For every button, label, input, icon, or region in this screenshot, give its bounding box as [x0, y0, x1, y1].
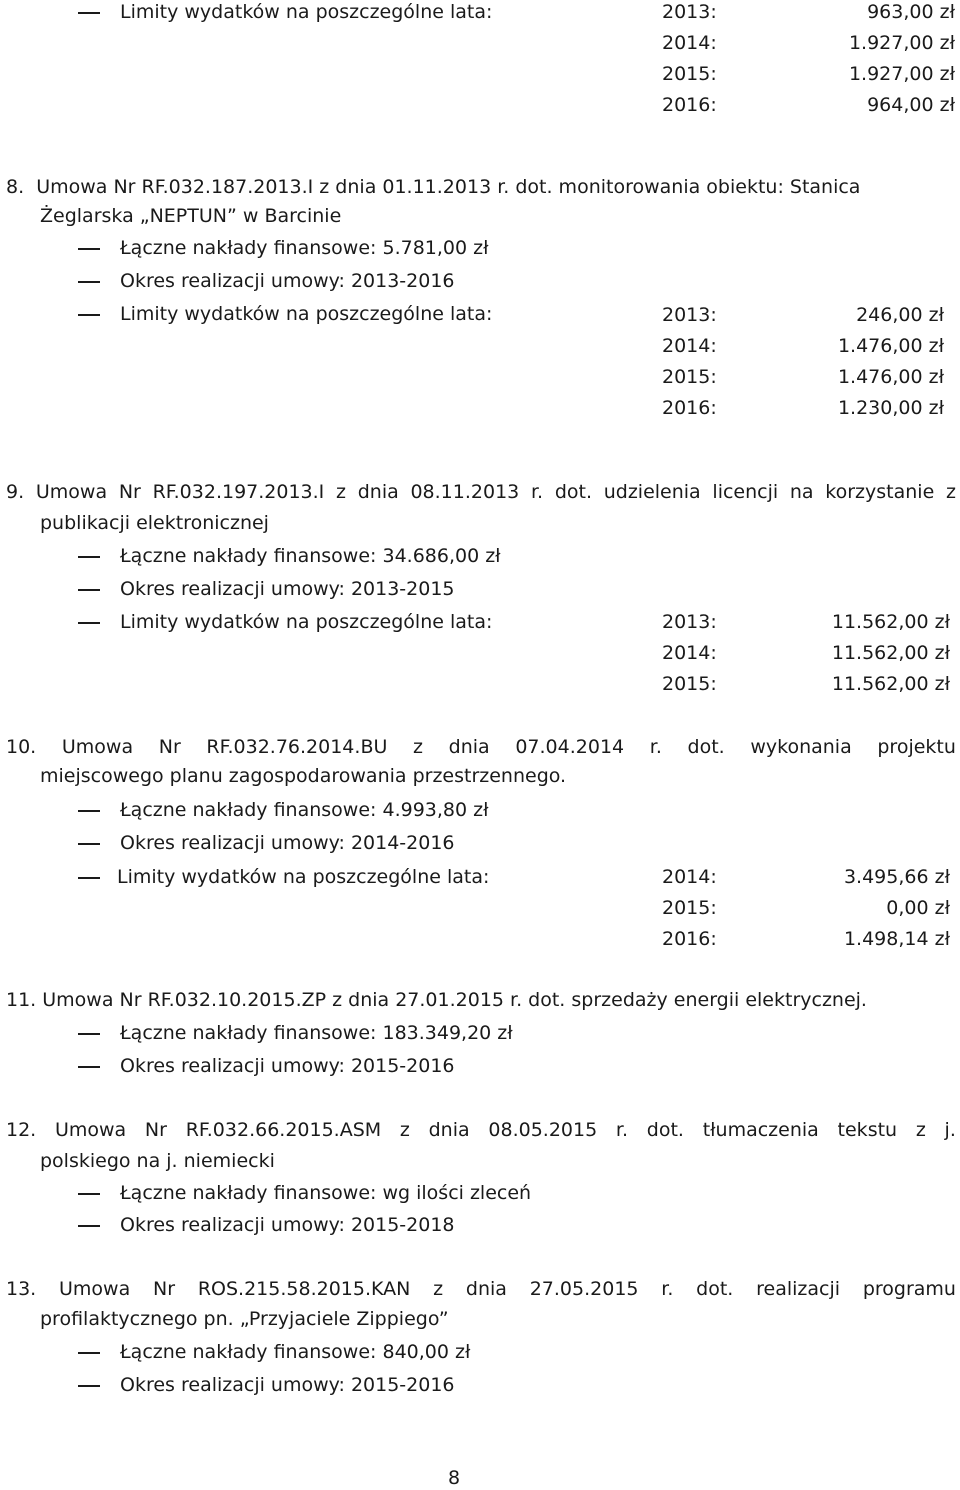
- limit-year: 2013:: [662, 304, 717, 326]
- heading-word: dot.: [696, 1278, 734, 1300]
- contract-period: Okres realizacji umowy: 2013-2016: [120, 270, 455, 292]
- limit-amount: 11.562,00 zł: [831, 642, 950, 664]
- heading-word: dnia: [428, 1119, 470, 1141]
- bullet-dash: [78, 1385, 100, 1387]
- item-heading-line2: Żeglarska „NEPTUN” w Barcinie: [40, 205, 342, 227]
- heading-word: programu: [862, 1278, 956, 1300]
- item-heading-line1: 8. Umowa Nr RF.032.187.2013.I z dnia 01.11.2013 r. dot. monitorowania obiektu: Stanica: [6, 176, 861, 198]
- heading-word: Umowa: [61, 736, 134, 758]
- bullet-dash: [78, 589, 100, 591]
- limit-amount: 1.498,14 zł: [843, 928, 950, 950]
- bullet-dash: [78, 877, 100, 879]
- heading-word: z: [946, 481, 956, 503]
- item-heading-line1: [6, 735, 956, 759]
- heading-word: Umowa: [59, 1278, 131, 1300]
- limit-year: 2016:: [662, 928, 717, 950]
- heading-word: 08.11.2013: [410, 481, 520, 503]
- heading-word: na: [789, 481, 814, 503]
- contract-period: Okres realizacji umowy: 2015-2016: [120, 1374, 455, 1396]
- heading-word: dot.: [687, 736, 725, 758]
- limit-year: 2014:: [662, 642, 717, 664]
- heading-word: licencji: [712, 481, 779, 503]
- heading-word: wykonania: [750, 736, 852, 758]
- heading-word: Nr: [144, 1119, 167, 1141]
- total-outlay: Łączne nakłady finansowe: wg ilości zleceń: [120, 1182, 532, 1204]
- limit-amount: 0,00 zł: [886, 897, 950, 919]
- limit-amount: 1.927,00 zł: [848, 32, 955, 54]
- limits-label: Limity wydatków na poszczególne lata:: [120, 611, 493, 633]
- contract-period: Okres realizacji umowy: 2015-2018: [120, 1214, 455, 1236]
- limit-year: 2015:: [662, 366, 717, 388]
- heading-word: z: [336, 481, 346, 503]
- bullet-dash: [78, 281, 100, 283]
- limit-amount: 11.562,00 zł: [831, 611, 950, 633]
- total-outlay: Łączne nakłady finansowe: 5.781,00 zł: [120, 237, 489, 259]
- heading-word: 27.05.2015: [529, 1278, 639, 1300]
- limit-year: 2013:: [662, 611, 717, 633]
- bullet-dash: [78, 843, 100, 845]
- heading-word: Umowa: [35, 481, 108, 503]
- heading-word: RF.032.76.2014.BU: [206, 736, 388, 758]
- bullet-dash: [78, 556, 100, 558]
- total-outlay: Łączne nakłady finansowe: 4.993,80 zł: [120, 799, 489, 821]
- heading-word: dot.: [646, 1119, 684, 1141]
- limit-year: 2016:: [662, 397, 717, 419]
- heading-word: r.: [530, 481, 544, 503]
- heading-word: RF.032.197.2013.I: [152, 481, 325, 503]
- item-heading-line1: [6, 1118, 956, 1142]
- heading-word: projektu: [877, 736, 956, 758]
- bullet-dash: [78, 622, 100, 624]
- limit-year: 2015:: [662, 63, 717, 85]
- item-heading-line1: [6, 480, 956, 504]
- heading-word: realizacji: [756, 1278, 841, 1300]
- heading-word: korzystanie: [825, 481, 935, 503]
- limit-year: 2015:: [662, 897, 717, 919]
- limit-year: 2015:: [662, 673, 717, 695]
- heading-word: dnia: [465, 1278, 507, 1300]
- heading-word: 12.: [6, 1119, 37, 1141]
- limit-amount: 3.495,66 zł: [843, 866, 950, 888]
- item-heading-line1: [6, 1277, 956, 1301]
- contract-period: Okres realizacji umowy: 2013-2015: [120, 578, 455, 600]
- limits-label: Limity wydatków na poszczególne lata:: [120, 303, 493, 325]
- bullet-dash: [78, 12, 100, 14]
- heading-word: 07.04.2014: [515, 736, 625, 758]
- heading-word: Nr: [153, 1278, 176, 1300]
- limit-amount: 246,00 zł: [856, 304, 944, 326]
- heading-word: r.: [661, 1278, 674, 1300]
- heading-word: z: [413, 736, 424, 758]
- total-outlay: Łączne nakłady finansowe: 183.349,20 zł: [120, 1022, 513, 1044]
- heading-word: tekstu: [837, 1119, 898, 1141]
- limit-year: 2014:: [662, 866, 717, 888]
- limit-amount: 1.230,00 zł: [837, 397, 944, 419]
- heading-word: r.: [649, 736, 662, 758]
- heading-word: tłumaczenia: [702, 1119, 819, 1141]
- bullet-dash: [78, 810, 100, 812]
- heading-word: z: [399, 1119, 410, 1141]
- item-heading-line2: publikacji elektronicznej: [40, 512, 269, 534]
- bullet-dash: [78, 1352, 100, 1354]
- limit-amount: 1.476,00 zł: [837, 366, 944, 388]
- heading-word: 10.: [6, 736, 37, 758]
- limit-year: 2014:: [662, 32, 717, 54]
- page-number: 8: [448, 1467, 461, 1489]
- contract-period: Okres realizacji umowy: 2015-2016: [120, 1055, 455, 1077]
- heading-word: 9.: [6, 481, 25, 503]
- limit-amount: 1.927,00 zł: [848, 63, 955, 85]
- heading-word: j.: [944, 1119, 956, 1141]
- bullet-dash: [78, 1225, 100, 1227]
- limit-amount: 1.476,00 zł: [837, 335, 944, 357]
- heading-word: RF.032.66.2015.ASM: [185, 1119, 382, 1141]
- limits-label: Limity wydatków na poszczególne lata:: [117, 866, 490, 888]
- heading-word: dot.: [554, 481, 592, 503]
- bullet-dash: [78, 248, 100, 250]
- item-heading-line2: profilaktycznego pn. „Przyjaciele Zippiego”: [40, 1308, 449, 1330]
- limit-year: 2013:: [662, 1, 717, 23]
- heading-word: r.: [615, 1119, 629, 1141]
- heading-word: ROS.215.58.2015.KAN: [197, 1278, 411, 1300]
- heading-word: Umowa: [54, 1119, 127, 1141]
- heading-word: 13.: [6, 1278, 37, 1300]
- item-heading-line2: miejscowego planu zagospodarowania przestrzennego.: [40, 765, 567, 787]
- total-outlay: Łączne nakłady finansowe: 840,00 zł: [120, 1341, 471, 1363]
- contract-period: Okres realizacji umowy: 2014-2016: [120, 832, 455, 854]
- bullet-dash: [78, 1033, 100, 1035]
- heading-word: dnia: [357, 481, 399, 503]
- limit-year: 2014:: [662, 335, 717, 357]
- bullet-dash: [78, 314, 100, 316]
- heading-word: Nr: [118, 481, 141, 503]
- heading-word: z: [915, 1119, 926, 1141]
- limit-amount: 11.562,00 zł: [831, 673, 950, 695]
- heading-word: dnia: [448, 736, 490, 758]
- item-heading-line1: 11. Umowa Nr RF.032.10.2015.ZP z dnia 27.01.2015 r. dot. sprzedaży energii elektrycznej.: [6, 989, 867, 1011]
- heading-word: z: [433, 1278, 444, 1300]
- total-outlay: Łączne nakłady finansowe: 34.686,00 zł: [120, 545, 501, 567]
- heading-word: 08.05.2015: [488, 1119, 598, 1141]
- limit-year: 2016:: [662, 94, 717, 116]
- heading-word: udzielenia: [603, 481, 701, 503]
- heading-word: Nr: [158, 736, 181, 758]
- bullet-dash: [78, 1066, 100, 1068]
- limits-label: Limity wydatków na poszczególne lata:: [120, 1, 493, 23]
- limit-amount: 963,00 zł: [867, 1, 955, 23]
- limit-amount: 964,00 zł: [867, 94, 955, 116]
- bullet-dash: [78, 1193, 100, 1195]
- item-heading-line2: polskiego na j. niemiecki: [40, 1150, 275, 1172]
